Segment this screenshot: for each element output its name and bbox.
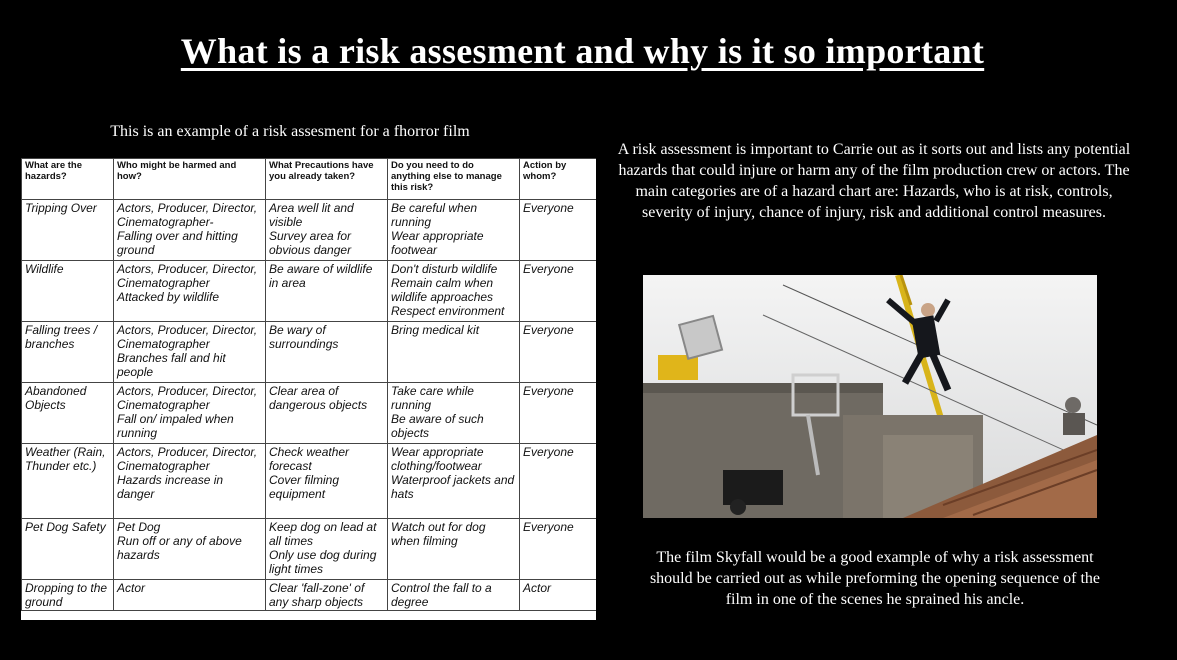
cell-line: Be aware of such objects [391, 412, 484, 440]
cell-who-harmed [114, 383, 266, 444]
cell-line: Cover filming equipment [269, 473, 340, 501]
cell-line: Actors, Producer, Director, Cinematographer [117, 445, 258, 473]
cell-line: Don't disturb wildlife [391, 262, 498, 276]
cell-line: Wear appropriate footwear [391, 229, 484, 257]
cell-line: Be aware of wildlife in area [269, 262, 373, 290]
cell-line: Actors, Producer, Director, Cinematographer [117, 323, 258, 351]
cell-precautions [266, 261, 388, 322]
skyfall-example-text: The film Skyfall would be a good example of why a risk assessment should be carried out as while preforming the opening sequence of the film in one of the scenes he sprained his ancle. [649, 549, 1101, 608]
cell-line: Actors, Producer, Director, Cinematographer [117, 384, 258, 412]
table-row [22, 444, 597, 519]
cell-line: Pet Dog [117, 520, 161, 534]
cell-line: Actors, Producer, Director, Cinematographer [117, 262, 258, 290]
cell-line: Be wary of surroundings [269, 323, 339, 351]
cell-hazard: Abandoned Objects [22, 383, 114, 444]
skyfall-stunt-photo [643, 275, 1097, 518]
cell-hazard: Weather (Rain, Thunder etc.) [22, 444, 114, 519]
cell-line: Attacked by wildlife [117, 290, 220, 304]
risk-assessment-table [21, 158, 596, 620]
table-row [22, 519, 597, 580]
cell-line: Remain calm when wildlife approaches [391, 276, 494, 304]
cell-action-by: Everyone [520, 200, 597, 261]
table-body [22, 200, 597, 611]
header-manage-risk: Do you need to do anything else to manage this risk? [388, 159, 520, 200]
cell-line: Fall on/ impaled when running [117, 412, 234, 440]
cell-precautions [266, 444, 388, 519]
cell-hazard: Wildlife [22, 261, 114, 322]
cell-line: Falling over and hitting ground [117, 229, 238, 257]
table-row [22, 580, 597, 611]
cell-line: Watch out for dog when filming [391, 520, 486, 548]
cell-line: Area well lit and visible [269, 201, 354, 229]
cell-line: Only use dog during light times [269, 548, 377, 576]
cell-manage-risk [388, 444, 520, 519]
table-caption: This is an example of a risk assesment for a fhorror film [110, 123, 470, 140]
cell-precautions [266, 383, 388, 444]
cell-action-by: Everyone [520, 519, 597, 580]
cell-precautions [266, 200, 388, 261]
cell-manage-risk [388, 383, 520, 444]
table-header-row [22, 159, 597, 200]
table-row [22, 322, 597, 383]
cell-action-by: Everyone [520, 444, 597, 519]
cell-precautions [266, 580, 388, 611]
cell-hazard: Pet Dog Safety [22, 519, 114, 580]
risk-assessment-explanation: A risk assessment is important to Carrie out as it sorts out and lists any potential hazards that could injure or harm any of the film production crew or actors. The main categories are of a hazard chart are: Hazards, who is at risk, controls, severity of injury, chance of injury, risk and additional control measures. [617, 141, 1131, 221]
cell-line: Hazards increase in danger [117, 473, 224, 501]
cell-who-harmed [114, 200, 266, 261]
cell-line: Wear appropriate clothing/footwear [391, 445, 484, 473]
cell-line: Clear 'fall-zone' of any sharp objects [269, 581, 365, 609]
cell-hazard: Falling trees / branches [22, 322, 114, 383]
header-action-by: Action by whom? [520, 159, 597, 200]
cell-line: Be careful when running [391, 201, 478, 229]
cell-manage-risk [388, 322, 520, 383]
cell-line: Branches fall and hit people [117, 351, 226, 379]
cell-line: Clear area of dangerous objects [269, 384, 368, 412]
cell-who-harmed [114, 261, 266, 322]
header-precautions: What Precautions have you already taken? [266, 159, 388, 200]
cell-who-harmed [114, 580, 266, 611]
slide-title: What is a risk assesment and why is it so important [180, 31, 985, 71]
cell-line: Take care while running [391, 384, 474, 412]
cell-line: Actor [117, 581, 146, 595]
cell-action-by: Everyone [520, 383, 597, 444]
header-hazards: What are the hazards? [22, 159, 114, 200]
cell-line: Run off or any of above hazards [117, 534, 242, 562]
cell-hazard: Tripping Over [22, 200, 114, 261]
cell-manage-risk [388, 519, 520, 580]
cell-line: Survey area for obvious danger [269, 229, 352, 257]
cell-manage-risk [388, 580, 520, 611]
cell-who-harmed [114, 519, 266, 580]
header-who-harmed: Who might be harmed and how? [114, 159, 266, 200]
cell-action-by: Everyone [520, 322, 597, 383]
cell-manage-risk [388, 200, 520, 261]
risk-table [21, 158, 596, 611]
cell-who-harmed [114, 444, 266, 519]
cell-who-harmed [114, 322, 266, 383]
cell-line: Check weather forecast [269, 445, 350, 473]
cell-line: Bring medical kit [391, 323, 480, 337]
camera-rig [723, 470, 783, 505]
cell-line: Keep dog on lead at all times [269, 520, 377, 548]
cell-hazard: Dropping to the ground [22, 580, 114, 611]
cell-line: Control the fall to a degree [391, 581, 492, 609]
cell-line: Respect environment [391, 304, 505, 318]
cell-line: Waterproof jackets and hats [391, 473, 515, 501]
cell-precautions [266, 519, 388, 580]
cell-action-by: Everyone [520, 261, 597, 322]
cell-precautions [266, 322, 388, 383]
photo-illustration [643, 275, 1097, 518]
cell-action-by: Actor [520, 580, 597, 611]
cell-line: Actors, Producer, Director, Cinematographer- [117, 201, 258, 229]
cell-manage-risk [388, 261, 520, 322]
table-row [22, 383, 597, 444]
table-row [22, 261, 597, 322]
table-row [22, 200, 597, 261]
